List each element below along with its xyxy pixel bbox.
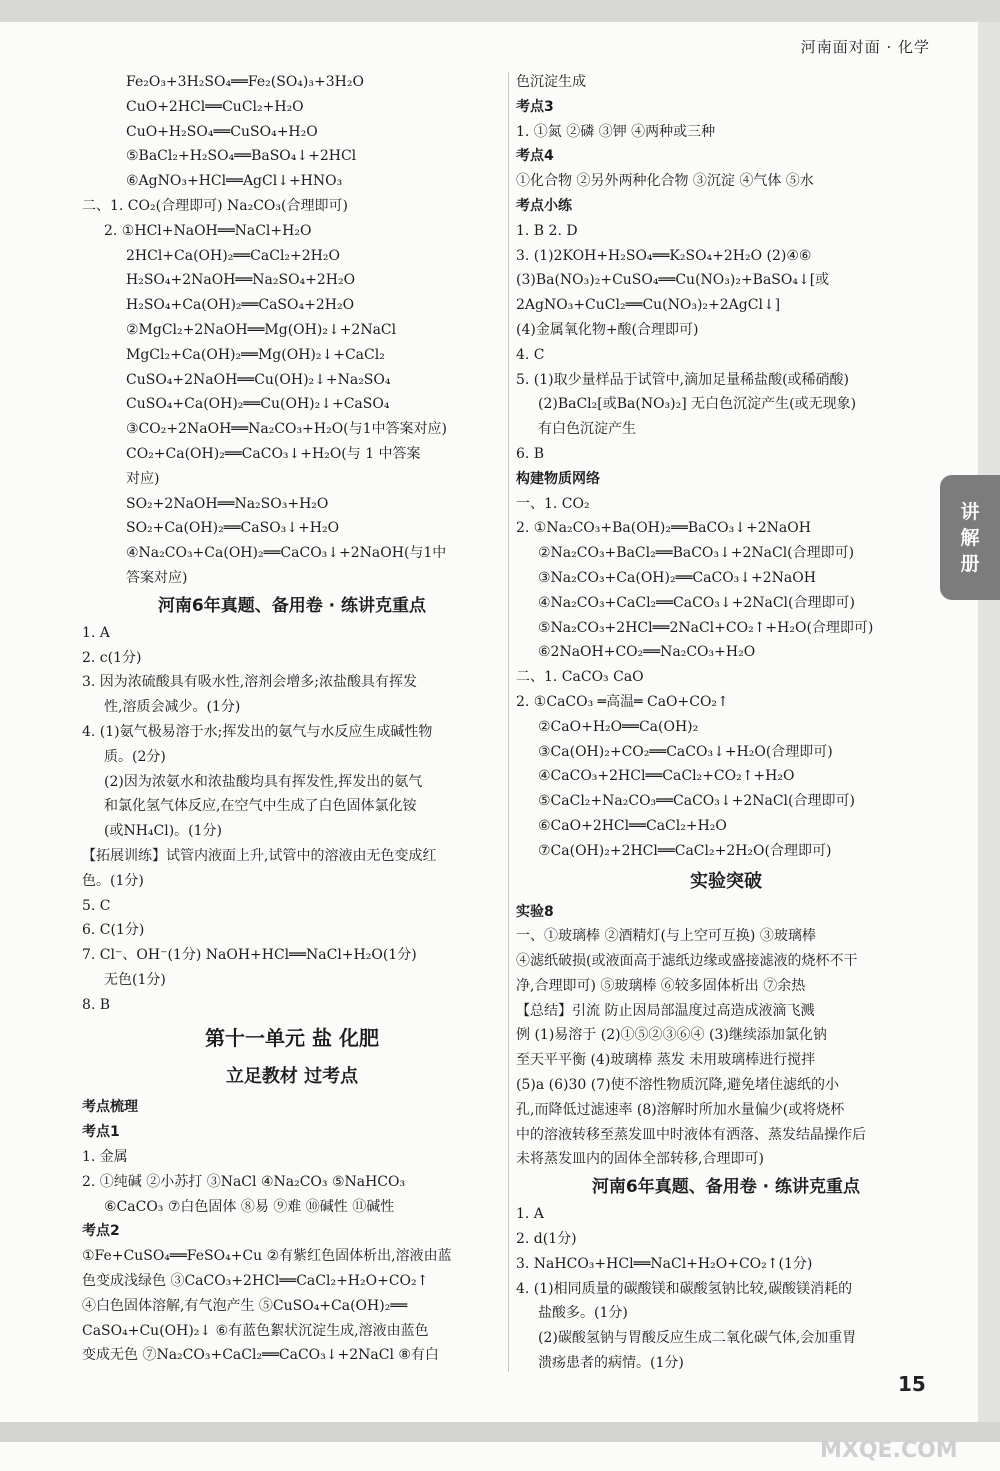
answer-line: SO₂+Ca(OH)₂══CaSO₃↓+H₂O [126,520,340,537]
answer-line: 5. C [82,897,111,914]
answer-line: 有白色沉淀产生 [538,421,636,438]
answer-line: 3. (1)2KOH+H₂SO₄══K₂SO₄+2H₂O (2)④⑥ [516,247,812,264]
side-tab-jiangjie[interactable] [940,475,1000,600]
top-scan-band [0,0,1000,22]
right-scan-band [978,22,1000,1442]
answer-line: CaSO₄+Cu(OH)₂↓ ⑥有蓝色絮状沉淀生成,溶液由蓝色 [82,1322,429,1339]
answer-line: 2AgNO₃+CuCl₂══Cu(NO₃)₂+2AgCl↓] [516,297,781,314]
answer-line: ③Na₂CO₃+Ca(OH)₂══CaCO₃↓+2NaOH [538,569,816,586]
section-heading: 河南6年真题、备用卷 · 练讲克重点 [591,1177,861,1198]
answer-line: CuO+2HCl══CuCl₂+H₂O [126,98,304,115]
right-column [516,70,936,1376]
answer-line: 溃疡患者的病情。(1分) [538,1355,684,1372]
answer-line: H₂SO₄+Ca(OH)₂══CaSO₄+2H₂O [126,297,355,314]
answer-line: ⑤CaCl₂+Na₂CO₃══CaCO₃↓+2NaCl(合理即可) [538,793,855,810]
answer-line: 1. A [516,1206,544,1223]
answer-line: (2)碳酸氢钠与胃酸反应生成二氧化碳气体,会加重胃 [538,1330,857,1347]
answer-line: 2. ①CaCO₃ ═高温═ CaO+CO₂↑ [516,693,729,710]
answer-line: 性,溶质会减少。(1分) [104,699,241,716]
answer-line: 4. (1)氨气极易溶于水;挥发出的氨气与水反应生成碱性物 [82,723,433,740]
answer-line: (3)Ba(NO₃)₂+CuSO₄══Cu(NO₃)₂+BaSO₄↓[或 [516,272,830,289]
section-heading: 立足教材 过考点 [225,1066,359,1088]
page-header-title: 河南面对面 · 化学 [800,38,930,56]
answer-line: ④CaCO₃+2HCl══CaCl₂+CO₂↑+H₂O [538,768,795,785]
answer-line: 至天平平衡 (4)玻璃棒 蒸发 未用玻璃棒进行搅拌 [516,1052,816,1069]
answer-line: ③CO₂+2NaOH══Na₂CO₃+H₂O(与1中答案对应) [126,421,448,438]
answer-line: 2. ①Na₂CO₃+Ba(OH)₂══BaCO₃↓+2NaOH [516,520,811,537]
answer-line: 1. B 2. D [516,222,578,239]
answer-line: 答案对应) [126,569,188,586]
answer-line: 孔,而降低过滤速率 (8)溶解时所加水量偏少(或将烧杯 [516,1101,845,1118]
answer-line: ④滤纸破损(或液面高于滤纸边缘或盛接滤液的烧杯不干 [516,953,858,970]
answer-line: ⑤Na₂CO₃+2HCl══2NaCl+CO₂↑+H₂O(合理即可) [538,619,874,636]
answer-line: (2)因为浓氨水和浓盐酸均具有挥发性,挥发出的氨气 [104,773,423,790]
answer-line: CuSO₄+2NaOH══Cu(OH)₂↓+Na₂SO₄ [126,371,391,388]
watermark-text: MXQE.COM [820,1438,958,1463]
answer-line: 3. 因为浓硫酸具有吸水性,溶剂会增多;浓盐酸具有挥发 [82,674,417,691]
answer-line: 3. NaHCO₃+HCl══NaCl+H₂O+CO₂↑(1分) [516,1255,813,1272]
answer-line: 2. c(1分) [82,649,142,666]
answer-line: Fe₂O₃+3H₂SO₄══Fe₂(SO₄)₃+3H₂O [126,74,364,90]
page-number: 15 [898,1372,926,1396]
section-heading: 实验突破 [690,870,762,892]
answer-line: 4. (1)相同质量的碳酸镁和碳酸氢钠比较,碳酸镁消耗的 [516,1280,853,1297]
answer-line: 7. Cl⁻、OH⁻(1分) NaOH+HCl══NaCl+H₂O(1分) [82,947,417,964]
sub-label: 考点3 [516,98,554,115]
answer-line: (2)BaCl₂[或Ba(NO₃)₂] 无白色沉淀产生(或无现象) [538,396,857,413]
section-heading: 第十一单元 盐 化肥 [205,1026,379,1051]
answer-line: 2. ①纯碱 ②小苏打 ③NaCl ④Na₂CO₃ ⑤NaHCO₃ [82,1173,406,1190]
sub-label: 实验8 [516,903,554,920]
answer-line: CuSO₄+Ca(OH)₂══Cu(OH)₂↓+CaSO₄ [126,396,390,413]
answer-line: ⑤BaCl₂+H₂SO₄══BaSO₄↓+2HCl [126,148,357,165]
answer-line: 1. 金属 [82,1149,128,1166]
answer-line: ②CaO+H₂O══Ca(OH)₂ [538,718,699,735]
answer-line: CuO+H₂SO₄══CuSO₄+H₂O [126,123,318,140]
answer-line: ④Na₂CO₃+Ca(OH)₂══CaCO₃↓+2NaOH(与1中 [126,545,447,562]
answer-line: 变成无色 ⑦Na₂CO₃+CaCl₂══CaCO₃↓+2NaCl ⑧有白 [82,1347,439,1364]
answer-line: 1. ①氮 ②磷 ③钾 ④两种或三种 [516,123,716,140]
answer-line: 【拓展训练】试管内液面上升,试管中的溶液由无色变成红 [82,847,437,864]
sub-label: 考点4 [516,148,554,165]
answer-line: 二、1. CO₂(合理即可) Na₂CO₃(合理即可) [82,197,348,214]
answer-line: 1. A [82,624,110,641]
answer-line: ⑦Ca(OH)₂+2HCl══CaCl₂+2H₂O(合理即可) [538,842,832,859]
answer-line: 和氯化氢气体反应,在空气中生成了白色固体氯化铵 [104,798,417,815]
sub-label: 考点1 [82,1124,120,1141]
answer-line: ⑥CaCO₃ ⑦白色固体 ⑧易 ⑨难 ⑩碱性 ⑪碱性 [104,1198,395,1215]
answer-line: ⑥CaO+2HCl══CaCl₂+H₂O [538,817,727,834]
answer-line: 一、1. CO₂ [516,495,590,512]
sub-label: 考点小练 [516,197,572,214]
answer-line: 质。(2分) [104,748,166,765]
answer-line: 色沉淀生成 [516,74,586,90]
answer-line: ⑥2NaOH+CO₂══Na₂CO₃+H₂O [538,644,756,661]
answer-line: 6. C(1分) [82,922,145,939]
answer-line: (或NH₄Cl)。(1分) [104,823,223,840]
answer-line: ①Fe+CuSO₄══FeSO₄+Cu ②有紫红色固体析出,溶液由蓝 [82,1248,452,1265]
side-tab-char: 讲 [960,500,980,523]
answer-line: 2. d(1分) [516,1231,577,1248]
side-tab-char: 解 [960,526,980,549]
answer-line: 例 (1)易溶于 (2)①⑤②③⑥④ (3)继续添加氯化钠 [516,1027,827,1044]
answer-line: ④白色固体溶解,有气泡产生 ⑤CuSO₄+Ca(OH)₂══ [82,1297,408,1314]
sub-label: 考点2 [82,1223,120,1240]
answer-line: 对应) [126,470,160,487]
answer-line: 色变成浅绿色 ③CaCO₃+2HCl══CaCl₂+H₂O+CO₂↑ [82,1273,429,1290]
answer-line: 【总结】引流 防止因局部温度过高造成液滴飞溅 [516,1002,815,1019]
answer-line: SO₂+2NaOH══Na₂SO₃+H₂O [126,495,329,512]
answer-line: 一、①玻璃棒 ②酒精灯(与上空可互换) ③玻璃棒 [516,928,816,945]
answer-line: 4. C [516,346,545,363]
answer-line: (5)a (6)30 (7)使不溶性物质沉降,避免堵住滤纸的小 [516,1077,840,1094]
column-divider [508,72,509,1372]
answer-line: 2. ①HCl+NaOH══NaCl+H₂O [104,222,312,239]
answer-line: 净,合理即可) ⑤玻璃棒 ⑥较多固体析出 ⑦余热 [516,977,806,994]
answer-line: 未将蒸发皿内的固体全部转移,合理即可) [516,1151,764,1168]
answer-line: (4)金属氧化物+酸(合理即可) [516,321,699,338]
answer-line: 中的溶液转移至蒸发皿中时液体有洒落、蒸发结晶操作后 [516,1126,866,1143]
answer-line: ②MgCl₂+2NaOH══Mg(OH)₂↓+2NaCl [126,321,397,338]
section-heading: 河南6年真题、备用卷 · 练讲克重点 [157,595,427,616]
answer-line: ①化合物 ②另外两种化合物 ③沉淀 ④气体 ⑤水 [516,173,814,190]
answer-line: 色。(1分) [82,872,144,889]
answer-line: 2HCl+Ca(OH)₂══CaCl₂+2H₂O [126,247,340,264]
answer-line: CO₂+Ca(OH)₂══CaCO₃↓+H₂O(与 1 中答案 [126,445,421,462]
answer-line: ④Na₂CO₃+CaCl₂══CaCO₃↓+2NaCl(合理即可) [538,594,855,611]
answer-line: H₂SO₄+2NaOH══Na₂SO₄+2H₂O [126,272,356,289]
sub-label: 考点梳理 [82,1099,138,1116]
answer-line: 6. B [516,445,545,462]
answer-line: MgCl₂+Ca(OH)₂══Mg(OH)₂↓+CaCl₂ [126,346,385,363]
side-tab-char: 册 [960,552,980,575]
answer-line: 5. (1)取少量样品于试管中,滴加足量稀盐酸(或稀硝酸) [516,371,850,388]
sub-label: 构建物质网络 [516,470,600,487]
answer-line: ⑥AgNO₃+HCl══AgCl↓+HNO₃ [126,173,343,190]
answer-line: ③Ca(OH)₂+CO₂══CaCO₃↓+H₂O(合理即可) [538,743,833,760]
answer-line: ②Na₂CO₃+BaCl₂══BaCO₃↓+2NaCl(合理即可) [538,545,855,562]
answer-line: 盐酸多。(1分) [538,1305,628,1322]
answer-line: 二、1. CaCO₃ CaO [516,669,644,686]
answer-line: 无色(1分) [104,971,166,988]
answer-line: 8. B [82,996,111,1013]
left-column [82,70,502,1368]
